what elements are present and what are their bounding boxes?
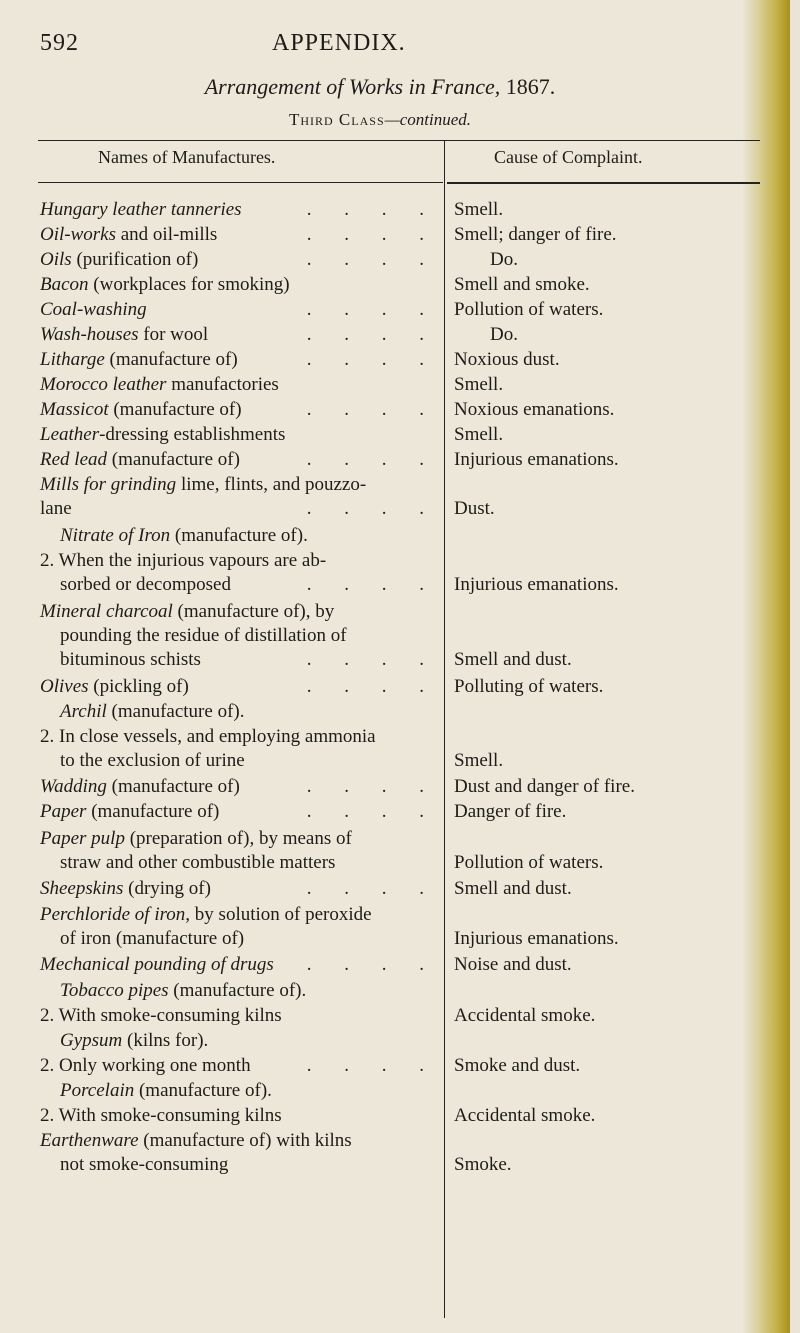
page-title xyxy=(0,74,760,100)
dot-leader: . . . . xyxy=(306,199,438,220)
cause-item: Accidental smoke. xyxy=(454,1105,596,1126)
cause-item: Do. xyxy=(490,324,518,345)
list-item: to the exclusion of urine xyxy=(60,750,245,771)
cause-item: Smell. xyxy=(454,750,504,771)
cause-item: Noxious dust. xyxy=(454,349,560,370)
list-item: sorbed or decomposed xyxy=(60,574,231,595)
list-item: Sheepskins (drying of) xyxy=(40,878,211,899)
list-item: Nitrate of Iron (manufacture of). xyxy=(60,525,308,546)
list-item: Bacon (workplaces for smoking) xyxy=(40,274,290,295)
cause-item: Injurious emanations. xyxy=(454,928,619,949)
list-item: of iron (manufacture of) xyxy=(60,928,245,949)
dot-leader: . . . . xyxy=(306,299,438,320)
list-item: Morocco leather manufactories xyxy=(40,374,279,395)
cause-item: Smell and smoke. xyxy=(454,274,590,295)
dot-leader: . . . . xyxy=(306,449,438,470)
list-item: Hungary leather tanneries xyxy=(40,199,242,220)
subtitle xyxy=(0,110,760,130)
dot-leader: . . . . xyxy=(306,224,438,245)
list-item: Olives (pickling of) xyxy=(40,676,189,697)
cause-item: Dust and danger of fire. xyxy=(454,776,635,797)
table-top-rule xyxy=(38,140,760,141)
cause-item: Smell. xyxy=(454,374,504,395)
column-header-names: Names of Manufactures. xyxy=(98,147,276,167)
cause-item: Polluting of waters. xyxy=(454,676,604,697)
dot-leader: . . . . xyxy=(306,878,438,899)
cause-item: Smoke. xyxy=(454,1154,512,1175)
dot-leader: . . . . xyxy=(306,498,438,519)
header-rule-right xyxy=(447,182,760,184)
list-item: Paper pulp (preparation of), by means of xyxy=(40,828,352,849)
list-item: Archil (manufacture of). xyxy=(60,701,245,722)
list-item: Perchloride of iron, by solution of peroxide xyxy=(40,904,372,925)
list-item: Oils (purification of) xyxy=(40,249,199,270)
page-number: 592 xyxy=(40,30,79,56)
list-item: straw and other combustible matters xyxy=(60,852,336,873)
list-item: lane xyxy=(40,498,72,519)
list-item: Mills for grinding lime, flints, and pouzzo- xyxy=(40,474,367,495)
cause-item: Smoke and dust. xyxy=(454,1055,581,1076)
dot-leader: . . . . xyxy=(306,954,438,975)
dot-leader: . . . . xyxy=(306,324,438,345)
dot-leader: . . . . xyxy=(306,399,438,420)
dot-leader: . . . . xyxy=(306,349,438,370)
list-item: Litharge (manufacture of) xyxy=(40,349,238,370)
list-item: Porcelain (manufacture of). xyxy=(60,1080,272,1101)
list-item: Wadding (manufacture of) xyxy=(40,776,240,797)
cause-item: Injurious emanations. xyxy=(454,574,619,595)
dot-leader: . . . . xyxy=(306,249,438,270)
list-item: Massicot (manufacture of) xyxy=(40,399,242,420)
list-item: Earthenware (manufacture of) with kilns xyxy=(40,1130,352,1151)
dot-leader: . . . . xyxy=(306,1055,438,1076)
list-item: Gypsum (kilns for). xyxy=(60,1030,209,1051)
subtitle-continued: —continued. xyxy=(384,110,472,129)
list-item: Paper (manufacture of) xyxy=(40,801,220,822)
cause-item: Danger of fire. xyxy=(454,801,567,822)
list-item: Mineral charcoal (manufacture of), by xyxy=(40,601,335,622)
dot-leader: . . . . xyxy=(306,649,438,670)
list-item: 2. Only working one month xyxy=(40,1055,251,1076)
list-item: Mechanical pounding of drugs xyxy=(40,954,274,975)
title-year: 1867. xyxy=(505,74,556,99)
cause-item: Pollution of waters. xyxy=(454,299,604,320)
header-rule-left xyxy=(38,182,443,183)
list-item: Red lead (manufacture of) xyxy=(40,449,240,470)
page-edge xyxy=(742,0,790,1333)
cause-item: Injurious emanations. xyxy=(454,449,619,470)
list-item: Wash-houses for wool xyxy=(40,324,209,345)
cause-item: Smell; danger of fire. xyxy=(454,224,617,245)
list-item: bituminous schists xyxy=(60,649,201,670)
cause-item: Smell. xyxy=(454,424,504,445)
dot-leader: . . . . xyxy=(306,676,438,697)
cause-item: Smell. xyxy=(454,199,504,220)
running-head: APPENDIX. xyxy=(272,30,406,56)
list-item: Leather-dressing establishments xyxy=(40,424,286,445)
cause-item: Dust. xyxy=(454,498,495,519)
cause-item: Noise and dust. xyxy=(454,954,572,975)
cause-item: Do. xyxy=(490,249,518,270)
list-item: Tobacco pipes (manufacture of). xyxy=(60,980,307,1001)
column-divider xyxy=(444,140,445,1318)
list-item: 2. When the injurious vapours are ab- xyxy=(40,550,327,571)
dot-leader: . . . . xyxy=(306,776,438,797)
list-item: 2. In close vessels, and employing ammonia xyxy=(40,726,376,747)
column-header-cause: Cause of Complaint. xyxy=(494,147,643,167)
list-item: Coal-washing xyxy=(40,299,147,320)
cause-item: Accidental smoke. xyxy=(454,1005,596,1026)
cause-item: Smell and dust. xyxy=(454,878,572,899)
subtitle-class: Third Class xyxy=(288,110,385,129)
title-text: Arrangement of Works in France, xyxy=(204,74,501,99)
list-item: 2. With smoke-consuming kilns xyxy=(40,1105,282,1126)
list-item: pounding the residue of distillation of xyxy=(60,625,347,646)
cause-item: Pollution of waters. xyxy=(454,852,604,873)
dot-leader: . . . . xyxy=(306,574,438,595)
list-item: 2. With smoke-consuming kilns xyxy=(40,1005,282,1026)
cause-item: Smell and dust. xyxy=(454,649,572,670)
cause-item: Noxious emanations. xyxy=(454,399,615,420)
list-item: Oil-works and oil-mills xyxy=(40,224,218,245)
dot-leader: . . . . xyxy=(306,801,438,822)
list-item: not smoke-consuming xyxy=(60,1154,229,1175)
